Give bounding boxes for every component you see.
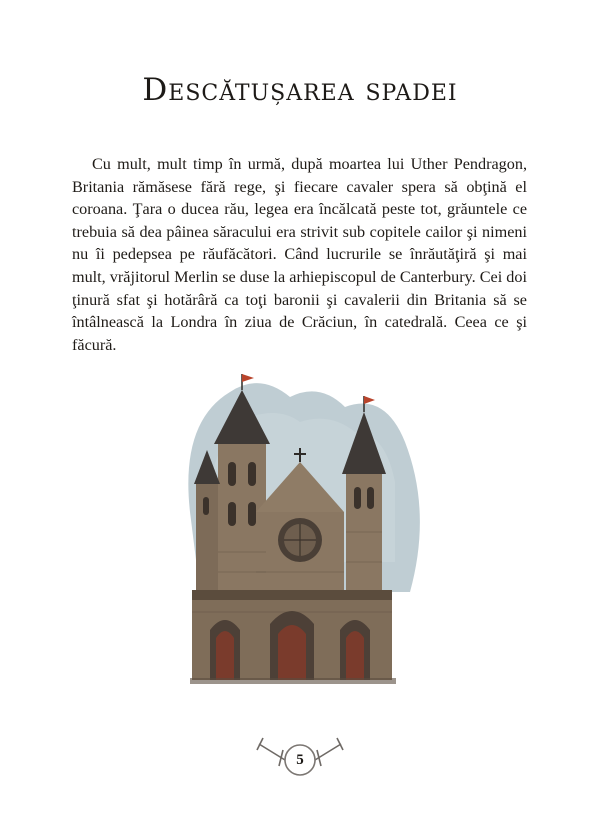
page-number: 5	[296, 752, 304, 768]
facade-base	[190, 590, 396, 684]
page-title: Descătușarea spadei	[142, 72, 458, 108]
body-paragraph: Cu mult, mult timp în urmă, după moartea lui Uther Pendragon, Britania rămăsese fără rege, şi fiecare cavaler spera să obţină el coroana. Ţara o ducea rău, legea era încălcată peste tot, grăuntele ce trebuia să dea pâinea săracului era strivit sub copitele cailor şi nimeni nu îi pedepsea pe răufăcători. Când lucrurile se înrăutăţiră şi mai mult, vrăjitorul Merlin se duse la arhiepiscopul de Canterbury. Cei doi ţinură sfat şi hotărâră ca toţi baronii şi cavalerii din Britania să se întâlnească la Londra în ziua de Crăciun, în catedrală. Ceea ce şi făcură.	[72, 155, 527, 354]
cathedral-illustration	[170, 362, 432, 700]
